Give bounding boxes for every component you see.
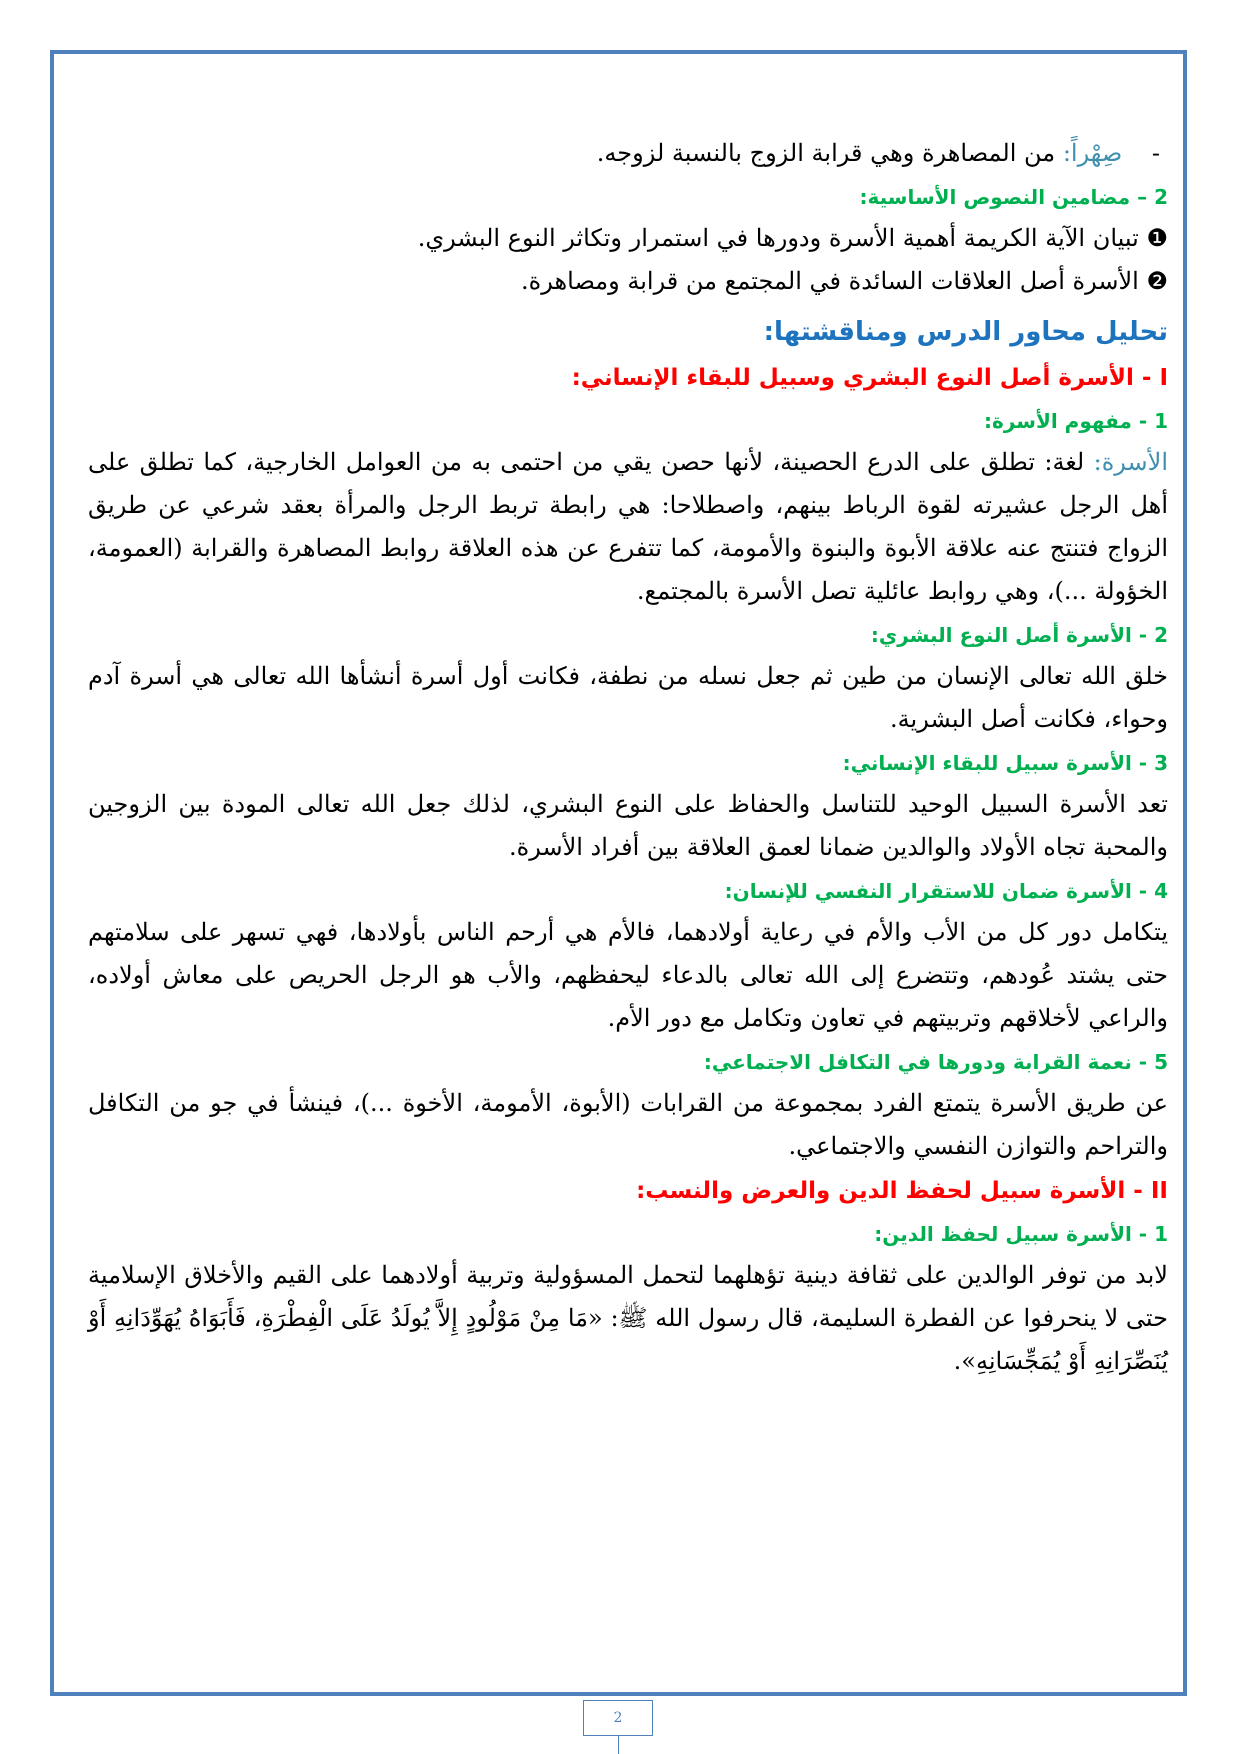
definition-text: من المصاهرة وهي قرابة الزوج بالنسبة لزوجه. — [596, 139, 1056, 167]
page-number-tick — [618, 1736, 619, 1754]
section-1-title: I - الأسرة أصل النوع البشري وسبيل للبقاء الإنساني: — [571, 365, 1168, 391]
subsection-heading: 4 - الأسرة ضمان للاستقرار النفسي للإنسان: — [724, 879, 1168, 903]
subsection-heading: 1 - الأسرة سبيل لحفظ الدين: — [874, 1222, 1168, 1246]
theme-item — [88, 260, 1168, 303]
subsection-paragraph — [88, 441, 1168, 613]
themes-heading: 2 – مضامين النصوص الأساسية: — [859, 185, 1168, 209]
number-circle-icon: ❷ — [1146, 267, 1168, 295]
subsection-paragraph: خلق الله تعالى الإنسان من طين ثم جعل نسله من نطفة، فكانت أول أسرة أنشأها الله تعالى هي أسرة آدم وحواء، فكانت أصل البشرية. — [88, 662, 1168, 733]
dash-marker: - — [1151, 139, 1160, 167]
subsection-paragraph: تعد الأسرة السبيل الوحيد للتناسل والحفاظ على النوع البشري، لذلك جعل الله تعالى المودة بين الزوجين والمحبة تجاه الأولاد والوالدين ضمانا لعمق العلاقة بين أفراد الأسرة. — [88, 790, 1168, 861]
subsection-paragraph: يتكامل دور كل من الأب والأم في رعاية أولادهما، فالأم هي أرحم الناس بأولادها، فهي تسهر على سلامتهم حتى يشتد عُودهم، وتتضرع إلى الله تعالى بالدعاء ليحفظهم، والأب هو الرجل الحريص على معاش أولاده، والراعي لأخلاقهم وتربيتهم في تعاون وتكامل مع دور الأم. — [88, 918, 1168, 1032]
subsection-heading: 5 - نعمة القرابة ودورها في التكافل الاجتماعي: — [703, 1050, 1168, 1074]
definition-term: صِهْراً: — [1062, 139, 1123, 167]
subsection-heading: 2 - الأسرة أصل النوع البشري: — [870, 623, 1168, 647]
subsection-heading: 1 - مفهوم الأسرة: — [984, 409, 1168, 433]
paragraph-text: لغة: تطلق على الدرع الحصينة، لأنها حصن يقي من احتمى به من العوامل الخارجية، كما تطلق على أهل الرجل عشيرته لقوة الرباط بينهم، واصطلاحا: هي رابطة تربط الرجل والمرأة بعقد شرعي عن طريق الزواج فتنتج عنه علاقة الأبوة والبنوة والأمومة، كما تتفرع عن هذه العلاقة روابط المصاهرة والقرابة (العمومة، الخؤولة ...)، وهي روابط عائلية تصل الأسرة بالمجتمع. — [88, 448, 1168, 605]
analysis-title: تحليل محاور الدرس ومناقشتها: — [763, 317, 1168, 347]
page-number: 2 — [583, 1700, 653, 1736]
subsection-paragraph: لابد من توفر الوالدين على ثقافة دينية تؤهلهما لتحمل المسؤولية وتربية أولادهما على القيم والأخلاق الإسلامية حتى لا ينحرفوا عن الفطرة السليمة، قال رسول الله ﷺ: «مَا مِنْ مَوْلُودٍ إِلاَّ يُولَدُ عَلَى الْفِطْرَةِ، فَأَبَوَاهُ يُهَوِّدَانِهِ أَوْ يُنَصِّرَانِهِ أَوْ يُمَجِّسَانِهِ». — [88, 1261, 1168, 1375]
document-body — [88, 132, 1168, 1383]
number-circle-icon: ❶ — [1146, 224, 1168, 252]
theme-text: تبيان الآية الكريمة أهمية الأسرة ودورها في استمرار وتكاثر النوع البشري. — [417, 224, 1139, 252]
section-2-title: II - الأسرة سبيل لحفظ الدين والعرض والنسب: — [636, 1178, 1168, 1204]
definition-line — [88, 132, 1168, 175]
subsection-paragraph: عن طريق الأسرة يتمتع الفرد بمجموعة من القرابات (الأبوة، الأمومة، الأخوة ...)، فينشأ في جو من التكافل والتراحم والتوازن النفسي والاجتماعي. — [88, 1089, 1168, 1160]
paragraph-term: الأسرة: — [1093, 448, 1168, 476]
theme-item — [88, 217, 1168, 260]
theme-text: الأسرة أصل العلاقات السائدة في المجتمع من قرابة ومصاهرة. — [521, 267, 1139, 295]
subsection-heading: 3 - الأسرة سبيل للبقاء الإنساني: — [842, 751, 1168, 775]
